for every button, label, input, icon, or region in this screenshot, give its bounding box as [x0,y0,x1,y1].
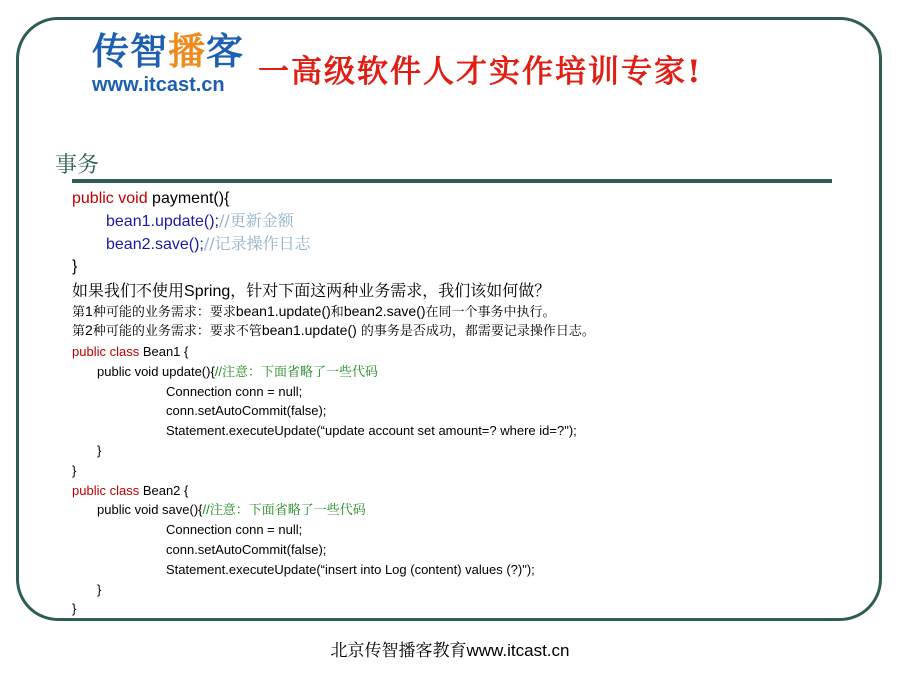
req-text: 和 [330,305,344,320]
req-code: bean2.save() [343,303,426,319]
code-line: Statement.executeUpdate(“insert into Log (content) values (?)"); [166,561,535,577]
req-text: 种可能的业务需求：要求不管 [92,324,262,339]
code-line [72,210,311,233]
req-code: bean1.update() [261,322,357,338]
code-line: Connection conn = null; [166,522,303,538]
question-part: ，针对下面这两种业务需求，我们该如何做？ [230,281,551,300]
page-title: 事务 [55,153,100,178]
code-line: } [97,442,102,458]
code-line [72,362,577,382]
code-line [72,481,577,501]
code-text: bean1.update(); [106,213,219,230]
code-keyword: public class [72,482,140,498]
footer-org: 北京传智播客教育 [330,641,467,661]
requirement-2 [72,320,595,339]
question-text [72,278,550,301]
code-line [72,233,311,256]
slogan: 一高级软件人才实作培训专家! [258,54,703,90]
req-text: 种可能的业务需求：要求 [92,305,236,320]
code-line: conn.setAutoCommit(false); [166,541,327,557]
req-text: 在同一个事务中执行。 [425,305,556,320]
title-divider [72,179,832,183]
code-text: bean2.save(); [106,236,204,253]
code-text: public void update(){ [97,363,215,379]
req-text: 的事务是否成功，都需要记录操作日志。 [356,324,595,339]
logo-name-part2: 播 [168,30,206,73]
spring-term: Spring [184,283,231,300]
bean-code-block [72,342,577,619]
code-comment: //注意：下面省略了一些代码 [202,502,366,518]
code-line [72,188,311,210]
code-line: conn.setAutoCommit(false); [166,403,327,419]
code-keyword: public void [72,190,148,207]
req-number: 2 [85,322,93,338]
req-code: bean1.update() [235,303,331,319]
code-line [72,500,577,520]
logo-name [92,32,244,72]
code-text: public void save(){ [97,502,203,518]
req-number: 1 [85,303,93,319]
code-line: } [72,462,77,478]
code-comment: //注意：下面省略了一些代码 [214,363,379,379]
req-text: 第 [72,305,86,320]
code-comment: //记录操作日志 [203,234,311,253]
req-text: 第 [72,324,86,339]
payment-code-block [72,188,311,278]
code-line [72,342,577,362]
code-line: } [72,258,78,275]
code-line: } [97,581,102,597]
logo-url: www.itcast.cn [92,74,225,96]
code-keyword: public class [72,344,140,359]
code-line: Connection conn = null; [166,383,303,399]
requirement-1 [72,301,556,320]
logo-name-part1: 传智 [92,30,168,73]
question-part: 如果我们不使用 [72,281,185,300]
code-comment: //更新金额 [218,211,294,230]
code-text: Bean1 { [139,344,189,359]
code-line: } [72,601,77,617]
footer-url: www.itcast.cn [466,641,570,660]
itcast-logo [92,32,244,96]
code-text: payment(){ [147,190,230,207]
footer [0,636,900,661]
code-line: Statement.executeUpdate(“update account set amount=? where id=?"); [166,423,577,439]
code-text: Bean2 { [139,482,189,498]
logo-name-part3: 客 [206,30,244,73]
